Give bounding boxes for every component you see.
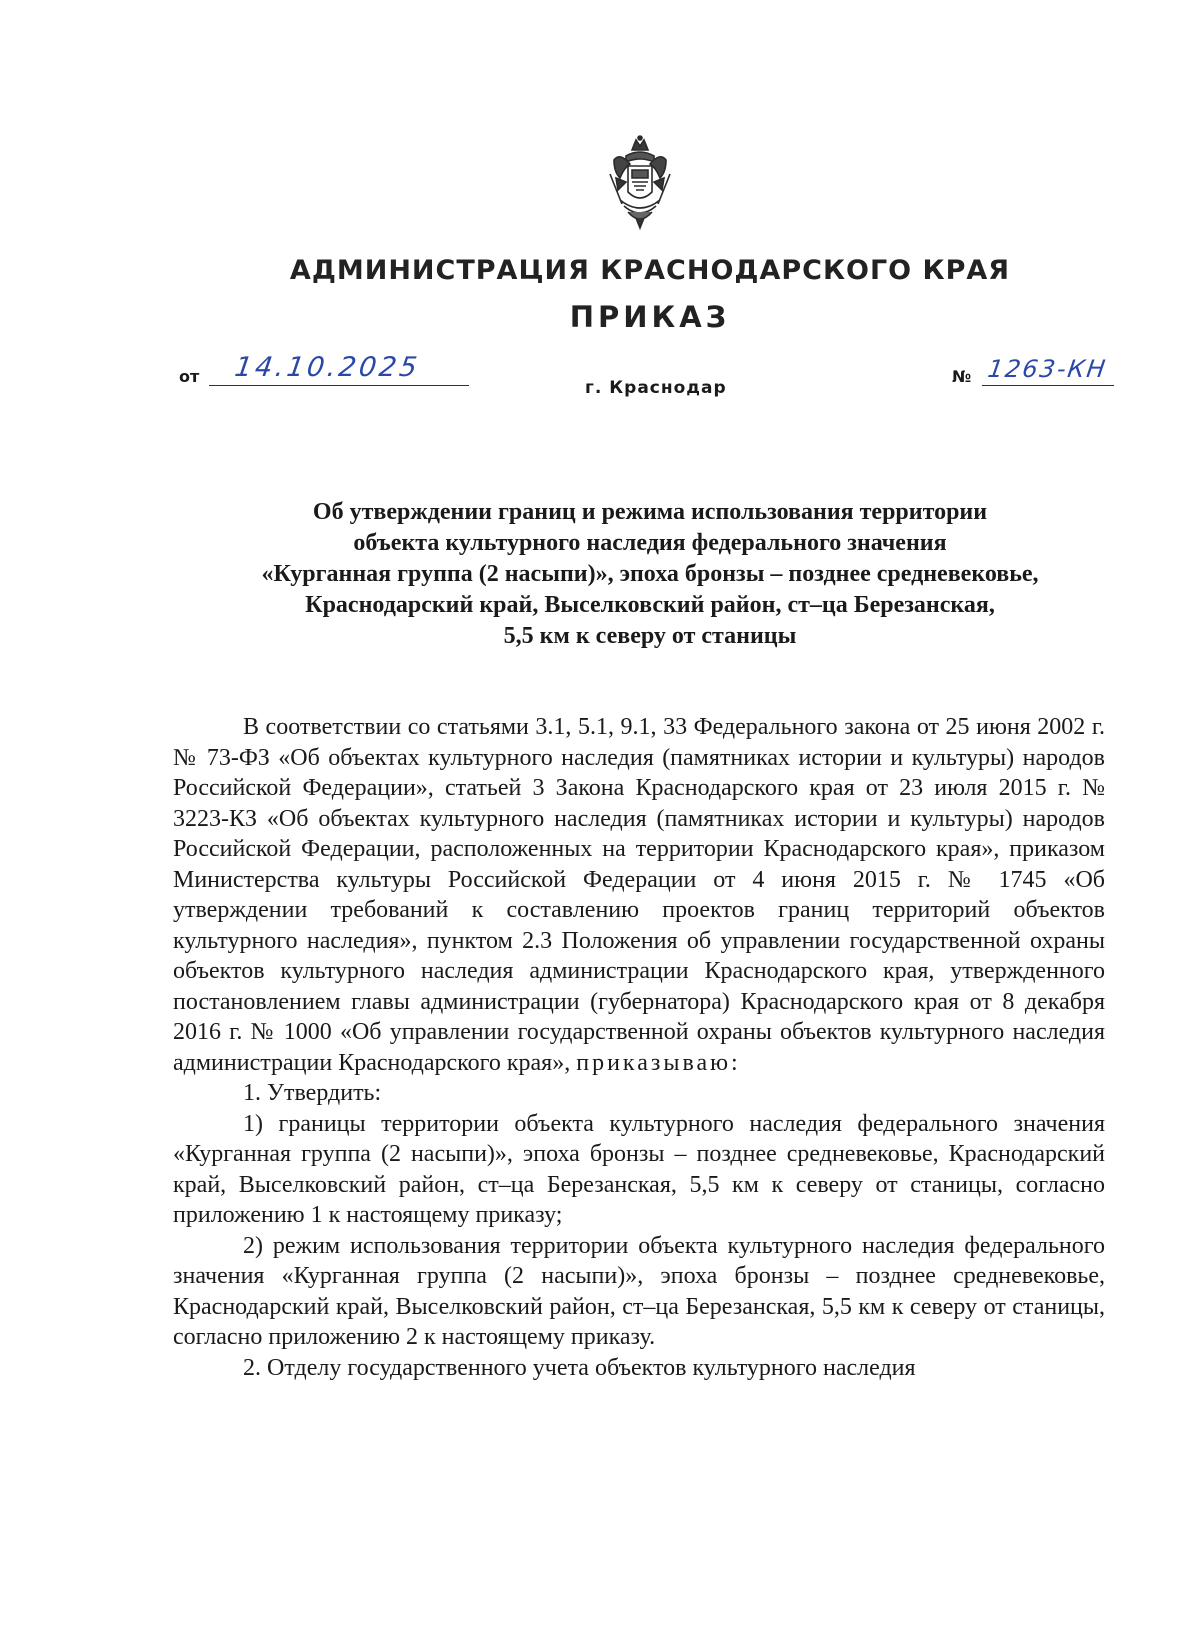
number-underline: [982, 385, 1114, 386]
intro-paragraph: [173, 712, 1105, 1078]
title-line: объекта культурного наследия федерального значения: [353, 530, 947, 556]
order-item: 1. Утвердить:: [243, 1080, 382, 1106]
order-word: приказываю:: [576, 1049, 741, 1076]
city-label: г. Краснодар: [585, 378, 727, 398]
title-line: Краснодарский край, Выселковский район, ст–ца Березанская,: [305, 592, 995, 618]
organization-name: АДМИНИСТРАЦИЯ КРАСНОДАРСКОГО КРАЯ: [289, 255, 1011, 286]
handwritten-date: 14.10.2025: [232, 352, 422, 383]
coat-of-arms-icon: [606, 134, 674, 230]
title-line: 5,5 км к северу от станицы: [503, 623, 797, 649]
title-line: «Курганная группа (2 насыпи)», эпоха бронзы – позднее средневековье,: [261, 561, 1039, 587]
number-prefix: №: [952, 367, 972, 386]
document-body: [173, 712, 1105, 1383]
order-item: 1) границы территории объекта культурного наследия федерального значения «Курганная группа (2 насыпи)», эпоха бронзы – позднее средневековье, Краснодарский край, Выселковский район, ст–ца Березанская, 5,5 км к северу от станицы, согласно приложению 1 к настоящему приказу;: [173, 1110, 1105, 1228]
date-prefix: от: [179, 367, 200, 386]
intro-text: В соответствии со статьями 3.1, 5.1, 9.1, 33 Федерального закона от 25 июня 2002 г. № 73-ФЗ «Об объектах культурного наследия (памятниках истории и культуры) народов Российской Федерации», статьей 3 Закона Краснодарского края от 23 июля 2015 г. № 3223-КЗ «Об объектах культурного наследия (памятниках истории и культуры) народов Российской Федерации, расположенных на территории Краснодарского края», приказом Министерства культуры Российской Федерации от 4 июня 2015 г. № 1745 «Об утверждении требований к составлению проектов границ территорий объектов культурного наследия», пунктом 2.3 Положения об управлении государственной охраны объектов культурного наследия администрации Краснодарского края, утвержденного постановлением главы администрации (губернатора) Краснодарского края от 8 декабря 2016 г. № 1000 «Об управлении государственной охраны объектов культурного наследия администрации Краснодарского края»,: [173, 714, 1105, 1076]
document-title: [150, 497, 1150, 652]
document-type: ПРИКАЗ: [569, 300, 731, 334]
order-item: 2) режим использования территории объекта культурного наследия федерального значения «Курганная группа (2 насыпи)», эпоха бронзы – позднее средневековье, Краснодарский край, Выселковский район, ст–ца Березанская, 5,5 км к северу от станицы, согласно приложению 2 к настоящему приказу.: [173, 1232, 1105, 1350]
date-field: [179, 354, 469, 390]
order-item: 2. Отделу государственного учета объектов культурного наследия: [243, 1354, 916, 1381]
title-line: Об утверждении границ и режима использования территории: [312, 499, 988, 525]
number-field: [952, 354, 1114, 390]
date-underline: [209, 385, 469, 386]
handwritten-number: 1263-КН: [986, 355, 1109, 383]
